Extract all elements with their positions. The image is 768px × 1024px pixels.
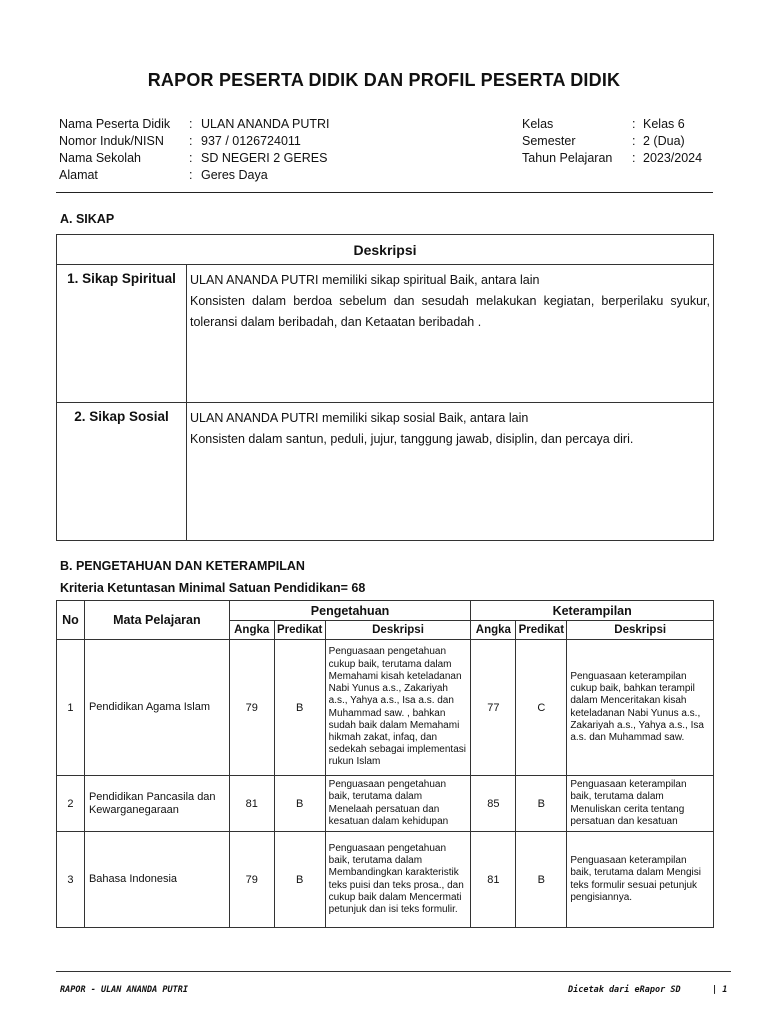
cell-p-deskripsi: Penguasaan pengetahuan baik, terutama dalam Menelaah persatuan dan kesatuan dalam kehidupan [325,776,471,832]
table-row [57,776,714,832]
sikap-column-header: Deskripsi [57,235,714,265]
header-k-predikat: Predikat [516,621,567,640]
cell-p-angka: 81 [229,776,274,832]
cell-k-angka: 81 [471,832,516,928]
header-k-angka: Angka [471,621,516,640]
cell-k-predikat: C [516,640,567,776]
info-value: 2 (Dua) [643,134,685,148]
footer-divider [56,971,731,972]
info-value: ULAN ANANDA PUTRI [201,117,330,131]
footer-page-number: | 1 [712,985,728,995]
header-divider [56,192,713,193]
cell-no: 1 [57,640,85,776]
footer-left: RAPOR - ULAN ANANDA PUTRI [60,985,188,995]
info-label: Semester [522,134,576,148]
header-k-deskripsi: Deskripsi [567,621,714,640]
info-row-nama [59,116,330,133]
info-label: Alamat [59,168,98,182]
page-title: RAPOR PESERTA DIDIK DAN PROFIL PESERTA DIDIK [147,70,621,90]
header-keterampilan: Keterampilan [471,601,714,621]
student-info-left [59,116,330,184]
section-heading-nilai: B. PENGETAHUAN DAN KETERAMPILAN [60,559,305,573]
info-label: Tahun Pelajaran [522,151,613,165]
sikap-desc-text: Konsisten dalam berdoa sebelum dan sesudah melakukan kegiatan, berperilaku syukur, toleransi dalam beribadah, dan Ketaatan beribadah . [190,294,710,329]
cell-p-predikat: B [274,640,325,776]
header-mapel: Mata Pelajaran [84,601,229,640]
info-label: Nama Sekolah [59,151,141,165]
table-row [57,640,714,776]
info-separator: : [632,151,636,165]
sikap-spiritual-label: 1. Sikap Spiritual [57,265,187,403]
info-row-nisn [59,133,330,150]
sikap-header-row [57,235,714,265]
info-value: Kelas 6 [643,117,685,131]
info-row-semester [522,133,702,150]
cell-p-angka: 79 [229,640,274,776]
cell-mapel: Pendidikan Pancasila dan Kewarganegaraan [84,776,229,832]
info-separator: : [189,117,193,131]
info-row-kelas [522,116,702,133]
cell-p-predikat: B [274,832,325,928]
info-separator: : [632,117,636,131]
info-label: Nomor Induk/NISN [59,134,164,148]
header-no: No [57,601,85,640]
info-value: Geres Daya [201,168,268,182]
cell-k-angka: 85 [471,776,516,832]
header-pengetahuan: Pengetahuan [229,601,471,621]
kkm-label: Kriteria Ketuntasan Minimal Satuan Pendidikan= 68 [60,581,366,595]
info-value: 2023/2024 [643,151,703,165]
cell-p-deskripsi: Penguasaan pengetahuan baik, terutama dalam Membandingkan karakteristik teks puisi dan teks prosa., dan cukup baik dalam Mencermati petunjuk dan isi teks formulir. [325,832,471,928]
info-value: 937 / 0126724011 [201,134,301,148]
sikap-sosial-description [187,403,714,541]
cell-k-predikat: B [516,776,567,832]
cell-p-angka: 79 [229,832,274,928]
student-info-right [522,116,702,167]
cell-k-angka: 77 [471,640,516,776]
table-row [57,403,714,541]
sikap-desc-line: ULAN ANANDA PUTRI memiliki sikap sosial Baik, antara lain [190,411,529,425]
info-separator: : [189,151,193,165]
section-heading-sikap: A. SIKAP [60,212,115,226]
sikap-desc-text: Konsisten dalam santun, peduli, jujur, tanggung jawab, disiplin, dan percaya diri. [190,432,634,446]
header-p-deskripsi: Deskripsi [325,621,471,640]
info-row-sekolah [59,150,330,167]
footer-printed-by: Dicetak dari eRapor SD [568,985,681,995]
table-row [57,265,714,403]
info-value: SD NEGERI 2 GERES [201,151,328,165]
info-label: Nama Peserta Didik [59,117,171,131]
header-p-angka: Angka [229,621,274,640]
header-p-predikat: Predikat [274,621,325,640]
cell-k-predikat: B [516,832,567,928]
info-row-tahun [522,150,702,167]
info-row-alamat [59,167,330,184]
sikap-spiritual-description [187,265,714,403]
sikap-desc-line: ULAN ANANDA PUTRI memiliki sikap spiritual Baik, antara lain [190,273,540,287]
nilai-header-row [57,601,714,621]
cell-k-deskripsi: Penguasaan keterampilan baik, terutama dalam Mengisi teks formulir sesuai petunjuk pengisiannya. [567,832,714,928]
table-row [57,832,714,928]
nilai-table [56,600,714,928]
cell-k-deskripsi: Penguasaan keterampilan baik, terutama dalam Menuliskan cerita tentang persatuan dan kesatuan [567,776,714,832]
cell-p-predikat: B [274,776,325,832]
cell-mapel: Pendidikan Agama Islam [84,640,229,776]
cell-no: 2 [57,776,85,832]
cell-no: 3 [57,832,85,928]
info-separator: : [632,134,636,148]
cell-k-deskripsi: Penguasaan keterampilan cukup baik, bahkan terampil dalam Menceritakan kisah keteladanan Nabi Yunus a.s., Zakariyah a.s., Yahya a.s., Isa a.s. dan Muhammad saw. [567,640,714,776]
info-separator: : [189,134,193,148]
info-separator: : [189,168,193,182]
sikap-sosial-label: 2. Sikap Sosial [57,403,187,541]
cell-mapel: Bahasa Indonesia [84,832,229,928]
cell-p-deskripsi: Penguasaan pengetahuan cukup baik, terutama dalam Memahami kisah keteladanan Nabi Yunus a.s., Zakariyah a.s., Yahya a.s., Isa a.s. dan Muhammad saw. , bahkan sudah baik dalam Memahami hikmah zakat, infaq, dan sedekah sebagai implementasi rukun Islam [325,640,471,776]
info-label: Kelas [522,117,554,131]
sikap-table [56,234,714,541]
